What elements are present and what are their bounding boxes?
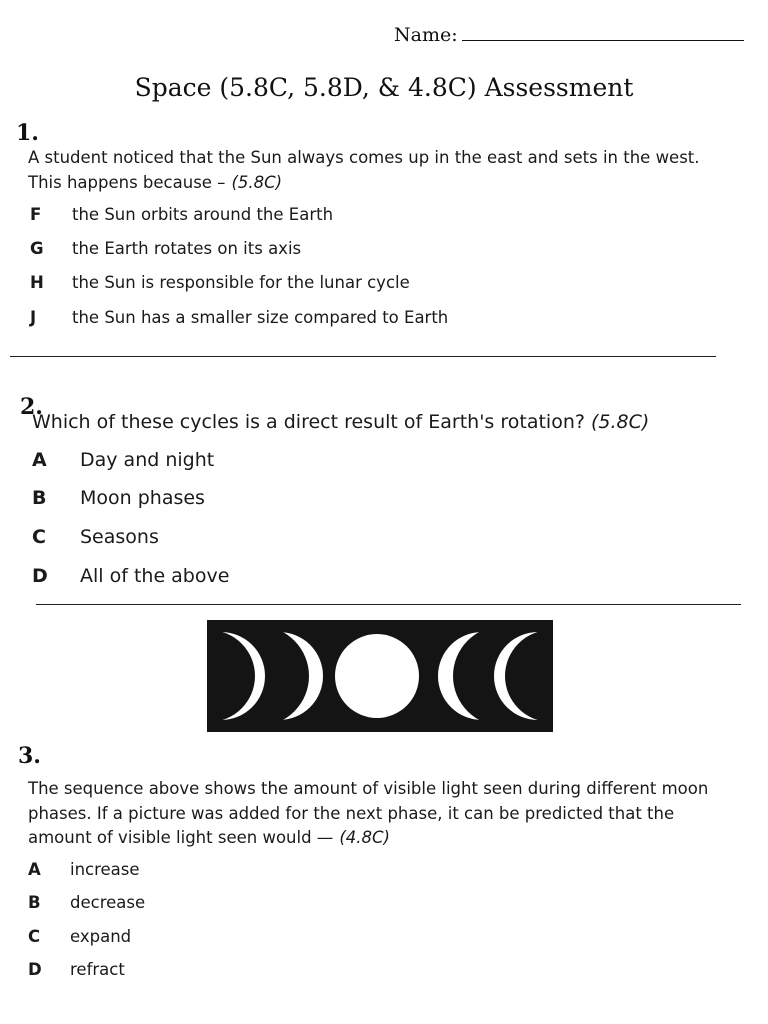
answer-option-g[interactable] bbox=[30, 239, 301, 258]
option-letter: B bbox=[32, 487, 47, 509]
question-text-line bbox=[32, 410, 649, 435]
option-letter: F bbox=[30, 205, 42, 224]
answer-option-b[interactable] bbox=[28, 893, 145, 912]
question-text: This happens because – bbox=[28, 173, 226, 192]
moon-phase-waxing-crescent-thin bbox=[207, 620, 553, 732]
question-text-line bbox=[28, 170, 282, 195]
answer-option-a[interactable] bbox=[32, 449, 214, 471]
option-text: Day and night bbox=[80, 449, 215, 471]
option-text: increase bbox=[70, 860, 140, 879]
option-letter: C bbox=[28, 927, 41, 946]
question-number: 1. bbox=[16, 120, 39, 146]
option-letter: A bbox=[32, 449, 47, 471]
standard-reference: (4.8C) bbox=[339, 828, 390, 847]
option-letter: G bbox=[30, 239, 44, 258]
question-text-line: The sequence above shows the amount of visible light seen during different moon bbox=[28, 779, 709, 798]
standard-reference: (5.8C) bbox=[590, 411, 650, 433]
option-text: the Earth rotates on its axis bbox=[72, 239, 302, 258]
question-text-line: A student noticed that the Sun always comes up in the east and sets in the west. bbox=[28, 148, 700, 167]
option-text: refract bbox=[70, 960, 125, 979]
moon-phases-graphic bbox=[207, 620, 553, 732]
question-text-line bbox=[28, 825, 390, 850]
question-text-line: phases. If a picture was added for the next phase, it can be predicted that the bbox=[28, 804, 675, 823]
option-text: All of the above bbox=[80, 565, 230, 587]
moon-phases-image bbox=[207, 620, 553, 732]
answer-option-c[interactable] bbox=[32, 526, 159, 548]
question-number: 2. bbox=[20, 394, 43, 420]
option-text: Seasons bbox=[80, 526, 159, 548]
question-text: amount of visible light seen would — bbox=[28, 828, 334, 847]
option-letter: C bbox=[32, 526, 46, 548]
option-text: Moon phases bbox=[80, 487, 205, 509]
question-text: Which of these cycles is a direct result of Earth's rotation? bbox=[32, 411, 585, 433]
answer-option-c[interactable] bbox=[28, 927, 131, 946]
answer-option-f[interactable] bbox=[30, 205, 333, 224]
answer-option-h[interactable] bbox=[30, 273, 410, 292]
answer-option-j[interactable] bbox=[30, 308, 448, 327]
option-letter: D bbox=[28, 960, 42, 979]
page-title: Space (5.8C, 5.8D, & 4.8C) Assessment bbox=[134, 73, 634, 102]
question-number: 3. bbox=[18, 743, 41, 769]
option-text: decrease bbox=[70, 893, 146, 912]
section-divider bbox=[10, 356, 716, 357]
option-letter: B bbox=[28, 893, 41, 912]
standard-reference: (5.8C) bbox=[231, 173, 283, 192]
option-letter: D bbox=[32, 565, 48, 587]
answer-option-d[interactable] bbox=[28, 960, 125, 979]
name-label: Name: bbox=[394, 24, 458, 46]
answer-option-a[interactable] bbox=[28, 860, 140, 879]
option-letter: H bbox=[30, 273, 44, 292]
option-text: expand bbox=[70, 927, 132, 946]
option-letter: A bbox=[28, 860, 41, 879]
option-text: the Sun has a smaller size compared to Earth bbox=[72, 308, 449, 327]
answer-option-d[interactable] bbox=[32, 565, 229, 587]
option-letter: J bbox=[30, 308, 37, 327]
answer-option-b[interactable] bbox=[32, 487, 205, 509]
name-field bbox=[394, 24, 744, 46]
option-text: the Sun orbits around the Earth bbox=[72, 205, 334, 224]
section-divider bbox=[36, 604, 741, 605]
name-blank-line[interactable] bbox=[462, 26, 744, 41]
option-text: the Sun is responsible for the lunar cycle bbox=[72, 273, 410, 292]
